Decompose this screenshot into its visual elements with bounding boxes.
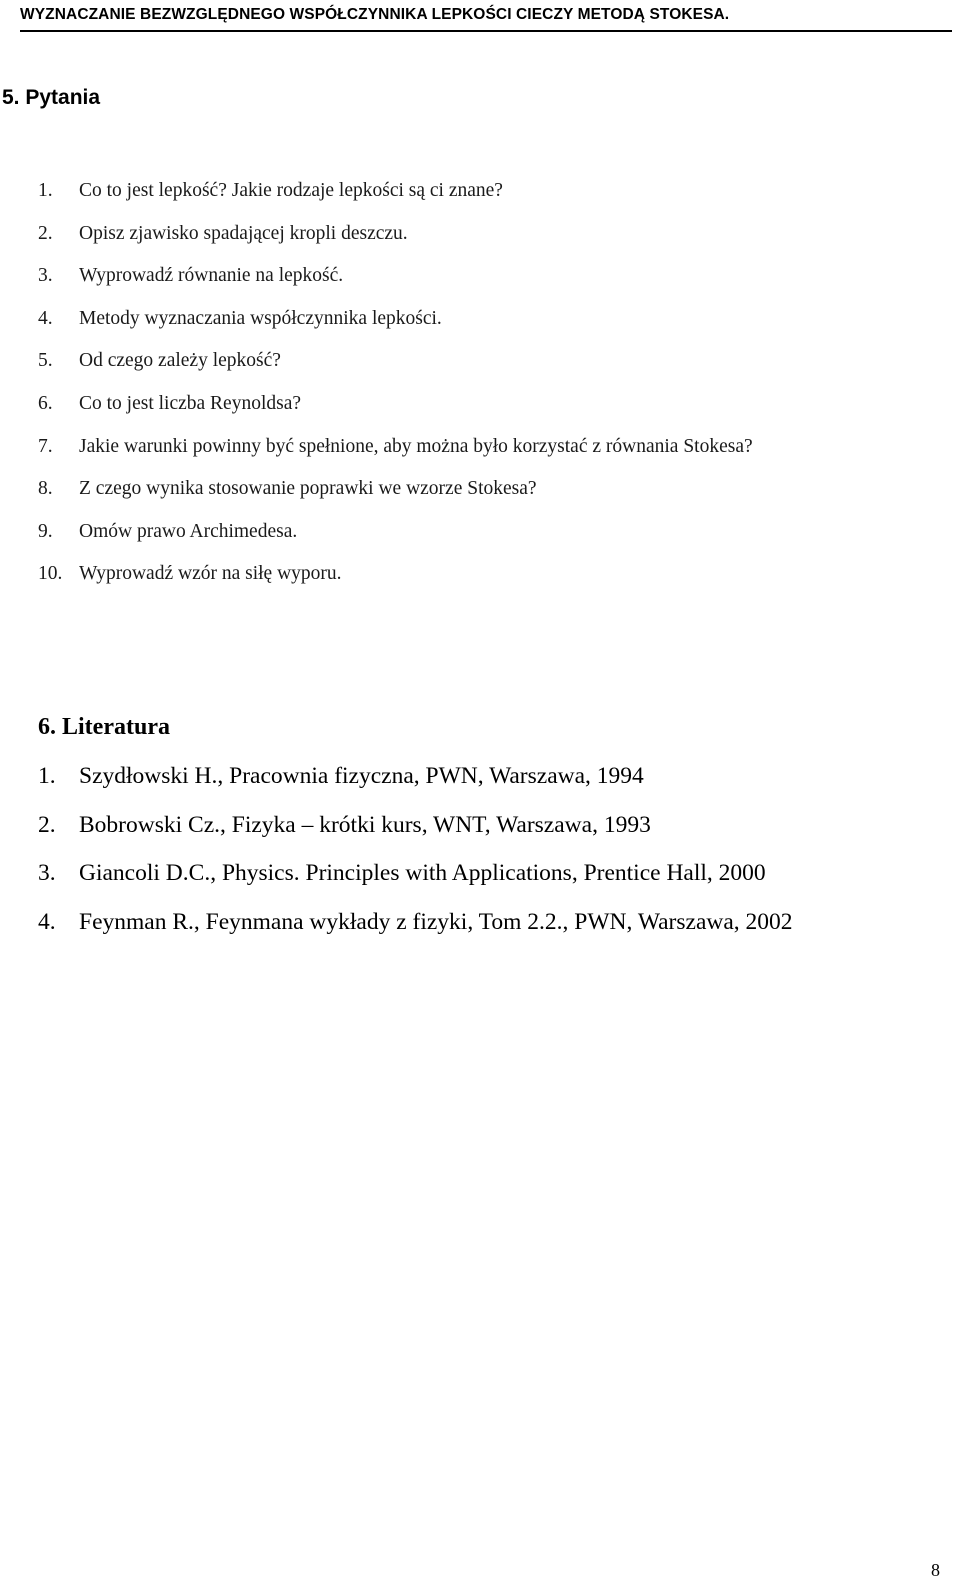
section-title-literature: 6. Literatura: [38, 714, 170, 740]
list-item: [0, 468, 960, 511]
list-item: [0, 801, 960, 850]
list-item: [0, 553, 960, 596]
item-text: Wyprowadź wzór na siłę wyporu.: [79, 563, 342, 585]
item-text: Bobrowski Cz., Fizyka – krótki kurs, WNT, Warszawa, 1993: [79, 811, 651, 838]
item-text: Opisz zjawisko spadającej kropli deszczu.: [79, 222, 408, 244]
section-title-questions: 5. Pytania: [2, 86, 101, 109]
item-number: 3.: [38, 265, 53, 287]
item-number: 6.: [38, 392, 53, 414]
item-number: 7.: [38, 435, 53, 457]
list-item: [0, 255, 960, 298]
item-text: Wyprowadź równanie na lepkość.: [79, 265, 344, 287]
item-number: 5.: [38, 350, 53, 372]
item-number: 4.: [38, 307, 53, 329]
item-number: 2.: [38, 811, 56, 838]
item-text: Co to jest liczba Reynoldsa?: [79, 392, 302, 414]
item-text: Co to jest lepkość? Jakie rodzaje lepkości są ci znane?: [79, 180, 503, 201]
questions-list: [0, 170, 960, 596]
list-item: [0, 511, 960, 554]
item-text: Giancoli D.C., Physics. Principles with Applications, Prentice Hall, 2000: [79, 860, 766, 887]
item-text: Omów prawo Archimedesa.: [79, 520, 298, 542]
list-item: [0, 383, 960, 426]
item-text: Szydłowski H., Pracownia fizyczna, PWN, Warszawa, 1994: [79, 763, 644, 789]
item-number: 2.: [38, 222, 53, 244]
item-number: 3.: [38, 860, 56, 887]
list-item: [0, 752, 960, 801]
list-item: [0, 340, 960, 383]
item-text: Jakie warunki powinny być spełnione, aby można było korzystać z równania Stokesa?: [79, 435, 753, 457]
item-text: Metody wyznaczania współczynnika lepkości.: [79, 307, 442, 329]
item-text: Feynman R., Feynmana wykłady z fizyki, Tom 2.2., PWN, Warszawa, 2002: [79, 908, 793, 935]
running-header: WYZNACZANIE BEZWZGLĘDNEGO WSPÓŁCZYNNIKA LEPKOŚCI CIECZY METODĄ STOKESA.: [20, 6, 952, 32]
list-item: [0, 298, 960, 341]
item-number: 9.: [38, 520, 53, 542]
item-number: 8.: [38, 478, 53, 500]
list-item: [0, 213, 960, 256]
item-text: Z czego wynika stosowanie poprawki we wzorze Stokesa?: [79, 478, 537, 500]
item-text: Od czego zależy lepkość?: [79, 350, 281, 372]
literature-list: [0, 752, 960, 946]
item-number: 10.: [38, 563, 63, 585]
page-number: 8: [931, 1560, 940, 1580]
item-number: 1.: [38, 180, 53, 201]
list-item: [0, 170, 960, 213]
list-item: [0, 849, 960, 898]
list-item: [0, 898, 960, 947]
item-number: 4.: [38, 908, 56, 935]
list-item: [0, 426, 960, 469]
item-number: 1.: [38, 763, 56, 789]
